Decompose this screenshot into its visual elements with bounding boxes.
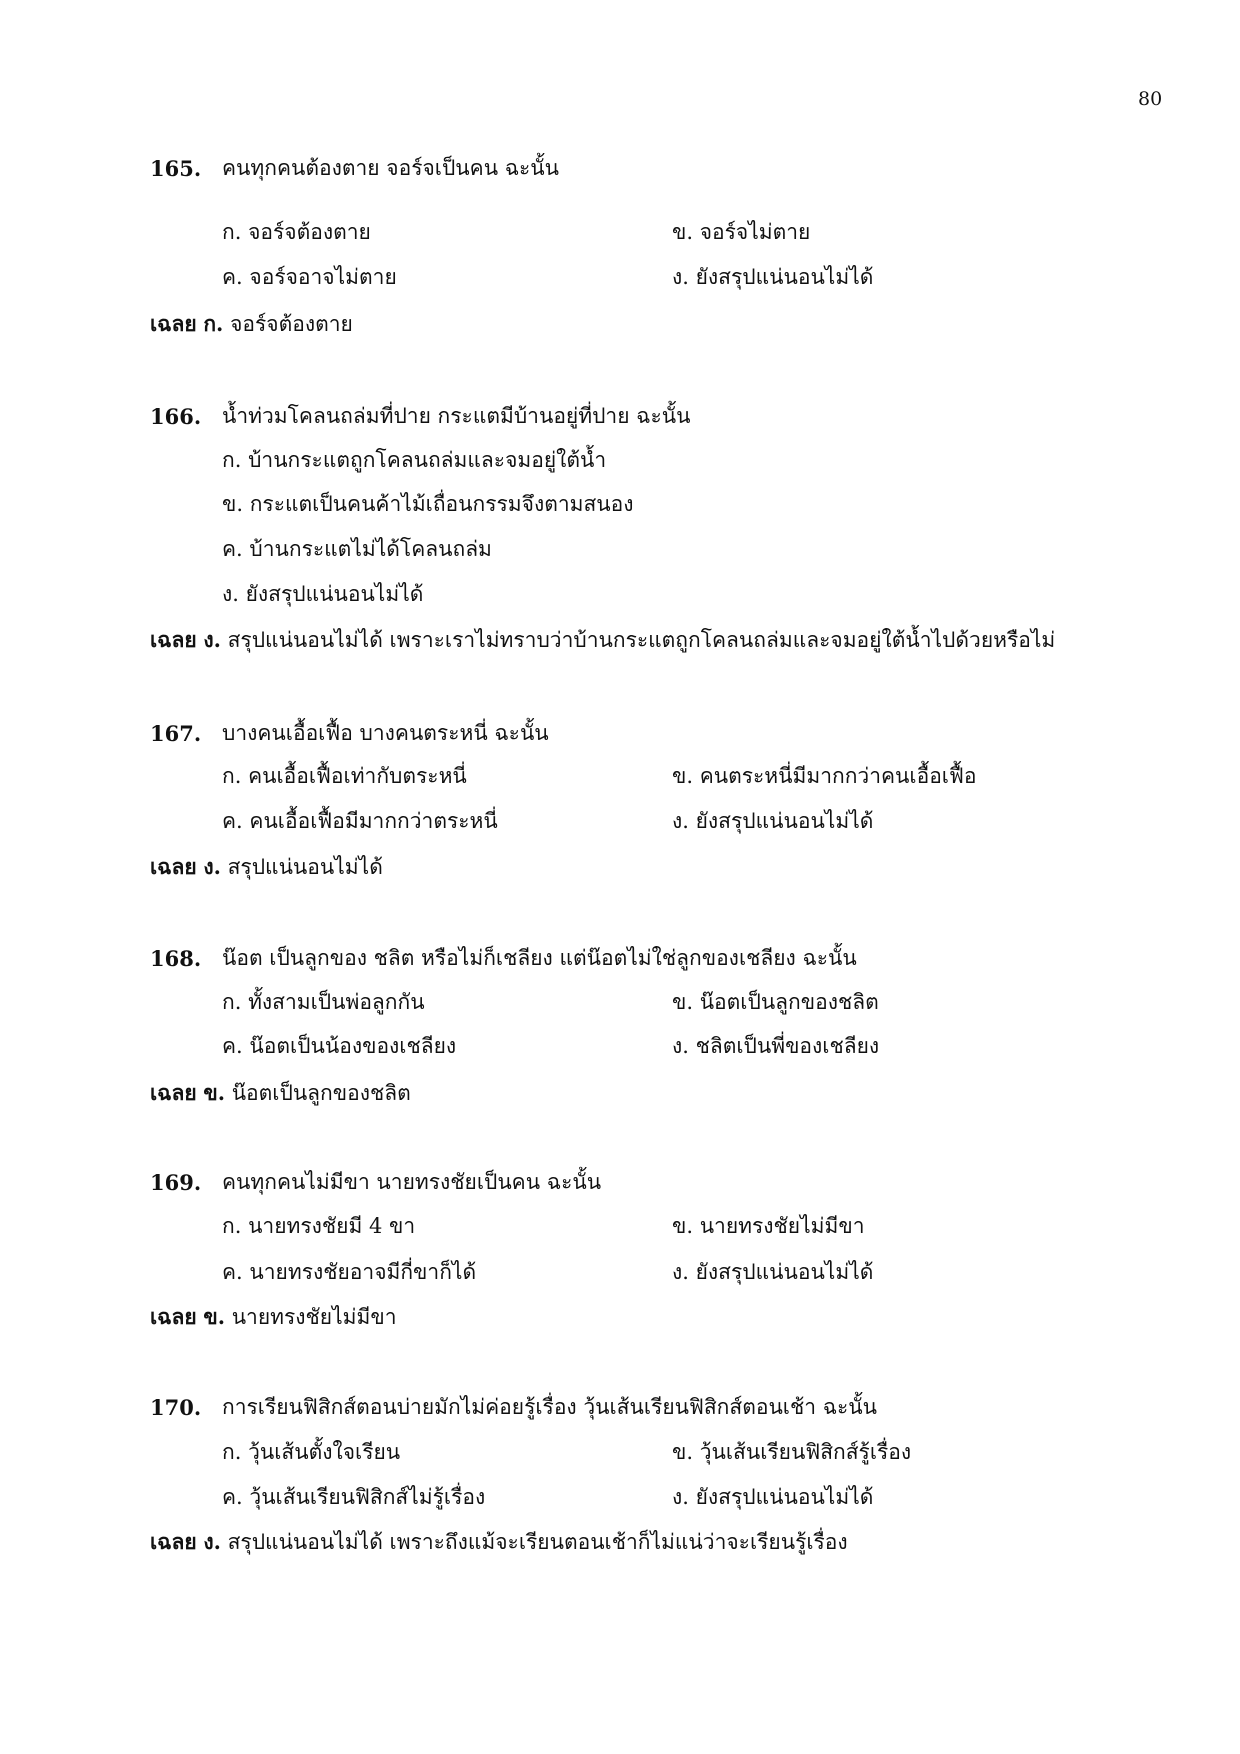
option-c: ค. คนเอื้อเฟื้อมีมากกว่าตระหนี่ <box>222 809 498 833</box>
option-d: ง. ยังสรุปแน่นอนไม่ได้ <box>222 582 424 606</box>
option-a: ก. คนเอื้อเฟื้อเท่ากับตระหนี่ <box>222 764 467 788</box>
question-number: 169. <box>150 1170 202 1195</box>
option-a: ก. บ้านกระแตถูกโคลนถล่มและจมอยู่ใต้น้ำ <box>222 448 607 472</box>
page-number: 80 <box>1138 88 1163 110</box>
option-c: ค. นายทรงชัยอาจมีกี่ขาก็ได้ <box>222 1260 477 1284</box>
answer-text: สรุปแน่นอนไม่ได้ เพราะเราไม่ทราบว่าบ้านกระแตถูกโคลนถล่มและจมอยู่ใต้น้ำไปด้วยหรือไม่ <box>227 628 1056 652</box>
answer-choice: ง. <box>203 1529 221 1554</box>
question-number: 165. <box>150 156 202 181</box>
option-a: ก. วุ้นเส้นตั้งใจเรียน <box>222 1440 401 1464</box>
option-c: ค. บ้านกระแตไม่ได้โคลนถล่ม <box>222 537 492 561</box>
answer-label: เฉลย <box>150 1304 197 1329</box>
answer-text: จอร์จต้องตาย <box>230 312 353 336</box>
option-c: ค. จอร์จอาจไม่ตาย <box>222 265 397 289</box>
question-text: คนทุกคนไม่มีขา นายทรงชัยเป็นคน ฉะนั้น <box>222 1170 602 1194</box>
answer-label: เฉลย <box>150 1529 197 1554</box>
answer-choice: ง. <box>203 627 221 652</box>
answer-label: เฉลย <box>150 854 197 879</box>
answer-choice: ง. <box>203 854 221 879</box>
answer-165 <box>150 313 353 335</box>
option-b: ข. จอร์จไม่ตาย <box>672 220 811 244</box>
option-c: ค. วุ้นเส้นเรียนฟิสิกส์ไม่รู้เรื่อง <box>222 1485 486 1509</box>
question-number: 167. <box>150 721 202 746</box>
option-d: ง. ยังสรุปแน่นอนไม่ได้ <box>672 1485 874 1509</box>
option-b: ข. วุ้นเส้นเรียนฟิสิกส์รู้เรื่อง <box>672 1440 912 1464</box>
option-a: ก. ทั้งสามเป็นพ่อลูกกัน <box>222 990 425 1014</box>
option-b: ข. กระแตเป็นคนค้าไม้เถื่อนกรรมจึงตามสนอง <box>222 492 634 516</box>
answer-label: เฉลย <box>150 627 197 652</box>
answer-choice: ก. <box>203 311 224 336</box>
answer-167 <box>150 856 383 878</box>
answer-166 <box>150 629 1055 651</box>
answer-text: สรุปแน่นอนไม่ได้ เพราะถึงแม้จะเรียนตอนเช้าก็ไม่แน่ว่าจะเรียนรู้เรื่อง <box>227 1530 848 1554</box>
question-number: 168. <box>150 946 202 971</box>
question-text: น้ำท่วมโคลนถล่มที่ปาย กระแตมีบ้านอยู่ที่ปาย ฉะนั้น <box>222 404 691 428</box>
option-d: ง. ยังสรุปแน่นอนไม่ได้ <box>672 1260 874 1284</box>
answer-choice: ข. <box>203 1080 226 1105</box>
answer-text: นายทรงชัยไม่มีขา <box>231 1305 397 1329</box>
answer-label: เฉลย <box>150 1080 197 1105</box>
question-text: การเรียนฟิสิกส์ตอนบ่ายมักไม่ค่อยรู้เรื่อง วุ้นเส้นเรียนฟิสิกส์ตอนเช้า ฉะนั้น <box>222 1395 877 1419</box>
question-number: 170. <box>150 1395 202 1420</box>
option-b: ข. คนตระหนี่มีมากกว่าคนเอื้อเฟื้อ <box>672 764 977 788</box>
question-text: น๊อต เป็นลูกของ ชลิต หรือไม่ก็เชลียง แต่น๊อตไม่ใช่ลูกของเชลียง ฉะนั้น <box>222 946 857 970</box>
option-a: ก. นายทรงชัยมี 4 ขา <box>222 1214 416 1238</box>
question-number: 166. <box>150 404 202 429</box>
option-d: ง. ยังสรุปแน่นอนไม่ได้ <box>672 265 874 289</box>
answer-choice: ข. <box>203 1304 226 1329</box>
option-b: ข. นายทรงชัยไม่มีขา <box>672 1214 865 1238</box>
answer-text: สรุปแน่นอนไม่ได้ <box>227 855 383 879</box>
option-d: ง. ยังสรุปแน่นอนไม่ได้ <box>672 809 874 833</box>
answer-label: เฉลย <box>150 311 197 336</box>
answer-text: น๊อตเป็นลูกของชลิต <box>231 1081 411 1105</box>
question-text: คนทุกคนต้องตาย จอร์จเป็นคน ฉะนั้น <box>222 156 560 180</box>
option-c: ค. น๊อตเป็นน้องของเชลียง <box>222 1034 457 1058</box>
answer-168 <box>150 1082 411 1104</box>
answer-170 <box>150 1531 848 1553</box>
answer-169 <box>150 1306 396 1328</box>
question-text: บางคนเอื้อเฟื้อ บางคนตระหนี่ ฉะนั้น <box>222 721 549 745</box>
option-b: ข. น๊อตเป็นลูกของชลิต <box>672 990 879 1014</box>
option-d: ง. ชลิตเป็นพี่ของเชลียง <box>672 1034 880 1058</box>
option-a: ก. จอร์จต้องตาย <box>222 220 371 244</box>
